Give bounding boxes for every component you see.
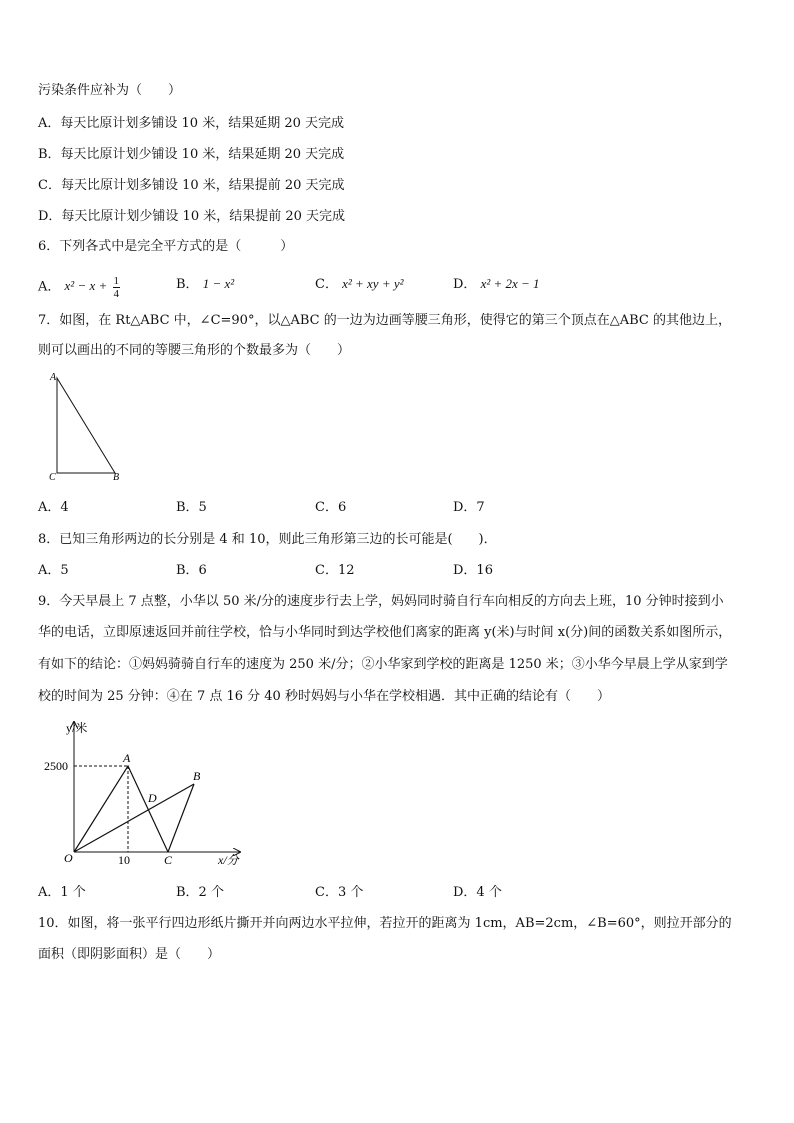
option-d: D．每天比原计划少铺设 10 米，结果提前 20 天完成: [38, 209, 346, 224]
option-c: C．每天比原计划多铺设 10 米，结果提前 20 天完成: [38, 178, 345, 193]
vertex-label-c: C: [49, 472, 56, 483]
option-b: B．每天比原计划少铺设 10 米，结果延期 20 天完成: [38, 147, 345, 162]
q6-fraction-denominator: 4: [113, 288, 120, 300]
point-label-d: D: [148, 791, 157, 805]
q7-option-a: A．4: [38, 500, 69, 515]
q7-option-c: C．6: [315, 500, 347, 515]
q7-option-b: B．5: [176, 500, 207, 515]
question-10-stem-line1: 10．如图，将一张平行四边形纸片撕开并向两边水平拉伸，若拉开的距离为 1cm，AB=2cm，∠B=60°，则拉开部分的: [38, 916, 732, 931]
question-9-stem-line3: 有如下的结论：①妈妈骑骑自行车的速度为 250 米/分；②小华家到学校的距离是 1250 米；③小华今早晨上学从家到学: [38, 657, 728, 672]
vertex-label-b: B: [113, 472, 120, 483]
q6-option-b-label: B．: [176, 277, 199, 292]
question-7-stem-line1: 7．如图，在 Rt△ABC 中，∠C=90°，以△ABC 的一边为边画等腰三角形，使得它的第三个顶点在△ABC 的其他边上，: [38, 313, 731, 328]
q6-option-d-label: D．: [453, 277, 477, 292]
q9-option-d: D．4 个: [453, 885, 502, 900]
origin-label: O: [64, 851, 73, 865]
q8-option-d: D．16: [453, 563, 493, 578]
option-a: A．每天比原计划多铺设 10 米，结果延期 20 天完成: [38, 116, 345, 131]
question-9-stem-line4: 校的时间为 25 分钟：④在 7 点 16 分 40 秒时妈妈与小华在学校相遇．其中正确的结论有（ ）: [38, 689, 610, 704]
x-tick-10: 10: [118, 853, 130, 867]
triangle-abc: [57, 378, 115, 473]
question-8-stem: 8．已知三角形两边的长分别是 4 和 10，则此三角形第三边的长可能是( )．: [38, 532, 497, 547]
q6-fraction-numerator: 1: [113, 275, 120, 287]
question-9-stem-line2: 华的电话，立即原速返回并前往学校，恰与小华同时到达学校他们离家的距离 y(米)与时间 x(分)间的函数关系如图所示，: [38, 625, 732, 640]
q9-option-c: C．3 个: [315, 885, 364, 900]
y-tick-2500: 2500: [44, 759, 68, 773]
q6-option-c: [315, 275, 404, 294]
q6-option-a-fraction: [113, 275, 121, 300]
question-9-stem-line1: 9．今天早晨上 7 点整，小华以 50 米/分的速度步行去上学，妈妈同时骑自行车向相反的方向去上班，10 分钟时接到小: [38, 594, 724, 609]
q6-option-d: [453, 275, 540, 294]
q6-option-b: [176, 275, 234, 294]
q8-option-c: C．12: [315, 563, 355, 578]
q6-option-a: [38, 275, 120, 300]
point-label-c: C: [164, 853, 173, 867]
mother-path-line: [74, 766, 168, 852]
q6-option-a-expression: [64, 275, 120, 300]
q8-option-a: A．5: [38, 563, 69, 578]
q7-option-d: D．7: [453, 500, 485, 515]
segment-bc: [168, 784, 194, 852]
xiaohua-path-line: [74, 784, 194, 852]
q6-option-b-expression: 1 − x²: [202, 276, 235, 291]
distance-time-graph: [38, 716, 268, 876]
question-stem-intro: 污染条件应补为（ ）: [38, 83, 182, 98]
x-axis-label: x/分: [218, 853, 239, 867]
q6-option-c-expression: x² + xy + y²: [342, 276, 404, 291]
question-7-stem-line2: 则可以画出的不同的等腰三角形的个数最多为（ ）: [38, 343, 351, 358]
q6-option-a-expr-left: x² − x +: [64, 278, 108, 294]
q6-option-d-expression: x² + 2x − 1: [480, 276, 540, 291]
right-triangle-figure: [40, 370, 140, 485]
question-10-stem-line2: 面积（即阴影面积）是（ ）: [38, 947, 221, 962]
q6-option-c-label: C．: [315, 277, 338, 292]
q8-option-b: B．6: [176, 563, 207, 578]
point-label-b: B: [193, 769, 201, 783]
q9-option-b: B．2 个: [176, 885, 224, 900]
point-label-a: A: [123, 751, 131, 765]
q6-option-a-label: A．: [38, 279, 61, 295]
q9-option-a: A．1 个: [38, 885, 86, 900]
question-6-stem: 6．下列各式中是完全平方式的是（ ）: [38, 239, 294, 254]
vertex-label-a: A: [50, 372, 57, 383]
y-axis-label: y/米: [66, 721, 88, 735]
